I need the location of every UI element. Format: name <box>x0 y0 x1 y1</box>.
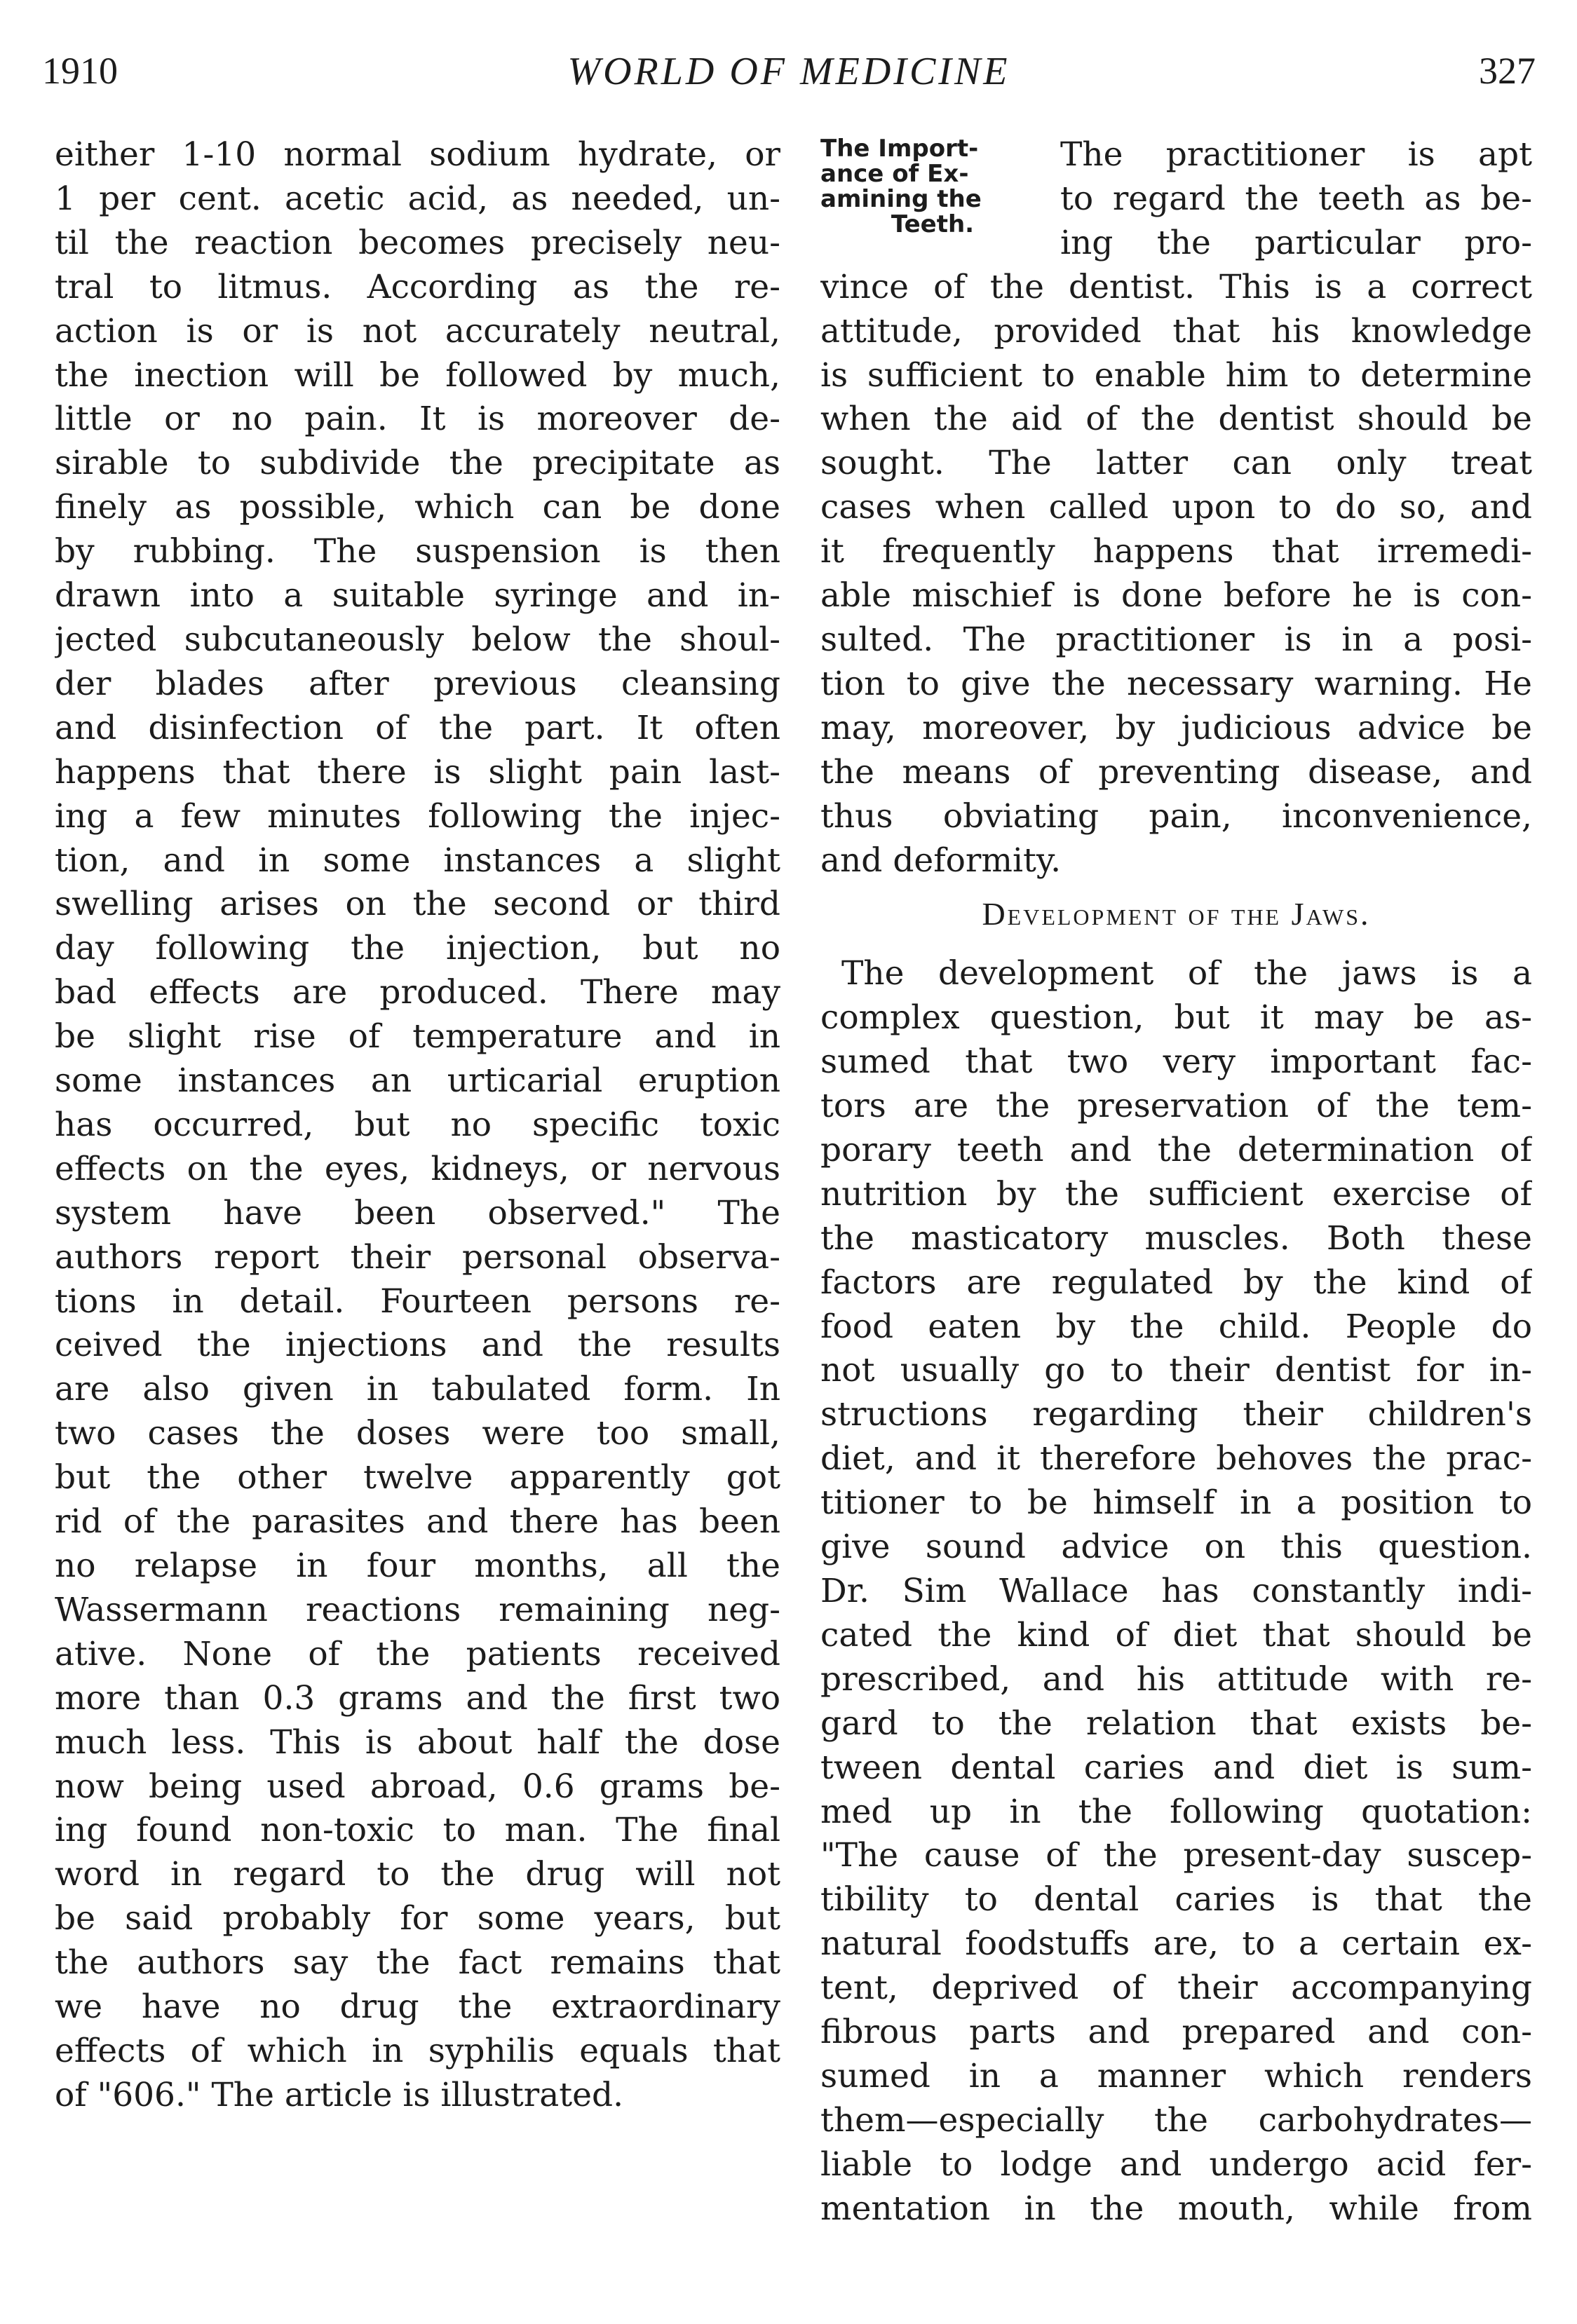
text-line: them—especially the carbohydrates— <box>820 2100 1532 2140</box>
text-line: The practitioner is apt <box>1060 135 1532 174</box>
text-line: to regard the teeth as be- <box>1060 179 1532 218</box>
text-line: tral to litmus. According as the re- <box>55 267 780 306</box>
header-year: 1910 <box>42 50 118 92</box>
page-number: 327 <box>1479 50 1536 92</box>
sidenote-line: The Import- <box>820 135 979 163</box>
text-line: it frequently happens that irremedi- <box>820 532 1532 571</box>
text-line: swelling arises on the second or third <box>55 885 780 924</box>
text-line: word in regard to the drug will not <box>55 1855 780 1894</box>
sidenote-line: Teeth. <box>891 210 975 238</box>
text-line: diet, and it therefore behoves the prac- <box>820 1439 1532 1479</box>
text-line: ing the particular pro- <box>1060 223 1532 262</box>
text-line: complex question, but it may be as- <box>820 998 1532 1038</box>
text-line: med up in the following quotation: <box>820 1792 1532 1831</box>
text-line: two cases the doses were too small, <box>55 1414 780 1453</box>
text-line: some instances an urticarial eruption <box>55 1061 780 1101</box>
sidenote-line: amining the <box>820 185 982 213</box>
text-line: finely as possible, which can be done <box>55 488 780 527</box>
text-line: cated the kind of diet that should be <box>820 1615 1532 1654</box>
text-line: titioner to be himself in a position to <box>820 1483 1532 1523</box>
text-line: fibrous parts and prepared and con- <box>820 2013 1532 2052</box>
text-line: ative. None of the patients received <box>55 1634 780 1673</box>
page-header <box>42 49 1536 112</box>
text-line: thus obviating pain, inconvenience, <box>820 796 1532 836</box>
text-line: by rubbing. The suspension is then <box>55 532 780 571</box>
text-line: tors are the preservation of the tem- <box>820 1087 1532 1126</box>
text-line: til the reaction becomes precisely neu- <box>55 223 780 262</box>
text-line: action is or is not accurately neutral, <box>55 311 780 351</box>
text-line: tibility to dental caries is that the <box>820 1880 1532 1919</box>
text-line: bad effects are produced. There may <box>55 973 780 1012</box>
journal-title: WORLD OF MEDICINE <box>567 50 1010 93</box>
text-line: and disinfection of the part. It often <box>55 708 780 747</box>
text-line: the masticatory muscles. Both these <box>820 1218 1532 1258</box>
text-line: when the aid of the dentist should be <box>820 400 1532 439</box>
text-line: porary teeth and the determination of <box>820 1130 1532 1169</box>
text-line: the authors say the fact remains that <box>55 1943 780 1983</box>
section-heading: Development of the Jaws. <box>982 896 1371 932</box>
text-line: Dr. Sim Wallace has constantly indi- <box>820 1572 1532 1610</box>
text-line: cases when called upon to do so, and <box>820 488 1532 527</box>
text-line: nutrition by the sufficient exercise of <box>820 1174 1532 1214</box>
text-line: now being used abroad, 0.6 grams be- <box>55 1767 780 1806</box>
text-line: "The cause of the present-day suscep- <box>820 1836 1532 1875</box>
text-line: give sound advice on this question. <box>820 1528 1532 1567</box>
text-line: ing found non-toxic to man. The final <box>55 1811 780 1850</box>
text-line: may, moreover, by judicious advice be <box>820 708 1532 747</box>
margin-sidenote <box>820 136 1045 237</box>
text-line: tions in detail. Fourteen persons re- <box>55 1282 780 1321</box>
text-line: attitude, provided that his knowledge <box>820 311 1532 351</box>
text-line: the means of preventing disease, and <box>820 752 1532 791</box>
text-line: not usually go to their dentist for in- <box>820 1351 1532 1390</box>
text-line: are also given in tabulated form. In <box>55 1370 780 1409</box>
text-line: tent, deprived of their accompanying <box>820 1969 1532 2008</box>
text-line: factors are regulated by the kind of <box>820 1263 1532 1302</box>
text-line: effects of which in syphilis equals that <box>55 2031 780 2070</box>
text-line: structions regarding their children's <box>820 1395 1532 1434</box>
text-line: and deformity. <box>820 841 1062 880</box>
text-line: 1 per cent. acetic acid, as needed, un- <box>55 179 780 218</box>
text-line: ceived the injections and the results <box>55 1326 780 1365</box>
text-line: natural foodstuffs are, to a certain ex- <box>820 1924 1532 1964</box>
text-line: rid of the parasites and there has been <box>55 1502 780 1542</box>
text-line: effects on the eyes, kidneys, or nervous <box>55 1149 780 1188</box>
text-line: be slight rise of temperature and in <box>55 1017 780 1056</box>
text-line: food eaten by the child. People do <box>820 1307 1532 1346</box>
text-line: sumed that two very important fac- <box>820 1042 1532 1082</box>
text-line: The development of the jaws is a <box>841 954 1532 993</box>
jaws-paragraph <box>820 952 1532 2231</box>
text-line: system have been observed." The <box>55 1193 780 1232</box>
text-line: sirable to subdivide the precipitate as <box>55 444 780 483</box>
text-line: sulted. The practitioner is in a posi- <box>820 620 1532 659</box>
text-line: ing a few minutes following the injec- <box>55 796 780 836</box>
text-line: gard to the relation that exists be- <box>820 1704 1532 1743</box>
text-line: happens that there is slight pain last- <box>55 752 780 791</box>
text-line: tion, and in some instances a slight <box>55 841 780 880</box>
text-line: Wassermann reactions remaining neg- <box>55 1590 780 1629</box>
text-line: mentation in the mouth, while from <box>820 2189 1532 2228</box>
text-line: much less. This is about half the dose <box>55 1722 780 1762</box>
text-line: der blades after previous cleansing <box>55 664 780 703</box>
text-line: but the other twelve apparently got <box>55 1458 780 1497</box>
text-line: the inection will be followed by much, <box>55 355 780 395</box>
text-line: prescribed, and his attitude with re- <box>820 1659 1532 1699</box>
text-line: we have no drug the extraordinary <box>55 1987 780 2027</box>
text-line: more than 0.3 grams and the first two <box>55 1678 780 1718</box>
text-line: sought. The latter can only treat <box>820 444 1532 483</box>
text-line: day following the injection, but no <box>55 929 780 968</box>
left-column <box>55 133 780 2292</box>
text-line: able mischief is done before he is con- <box>820 576 1532 616</box>
text-line: drawn into a suitable syringe and in- <box>55 576 780 616</box>
text-line: vince of the dentist. This is a correct <box>820 267 1532 306</box>
text-line: tween dental caries and diet is sum- <box>820 1748 1532 1787</box>
text-line: no relapse in four months, all the <box>55 1547 780 1585</box>
text-line: be said probably for some years, but <box>55 1899 780 1938</box>
text-line: either 1-10 normal sodium hydrate, or <box>55 135 780 174</box>
text-line: is sufficient to enable him to determine <box>820 355 1532 395</box>
right-column <box>820 133 1532 2292</box>
text-line: liable to lodge and undergo acid fer- <box>820 2145 1532 2184</box>
text-line: sumed in a manner which renders <box>820 2056 1532 2095</box>
text-line: of "606." The article is illustrated. <box>55 2075 624 2114</box>
text-line: little or no pain. It is moreover de- <box>55 400 780 439</box>
sidenote-line: ance of Ex- <box>820 160 969 188</box>
text-line: has occurred, but no specific toxic <box>55 1105 780 1144</box>
text-line: jected subcutaneously below the shoul- <box>55 620 780 659</box>
text-line: tion to give the necessary warning. He <box>820 664 1532 703</box>
teeth-paragraph <box>820 266 1532 883</box>
text-line: authors report their personal observa- <box>55 1237 780 1277</box>
